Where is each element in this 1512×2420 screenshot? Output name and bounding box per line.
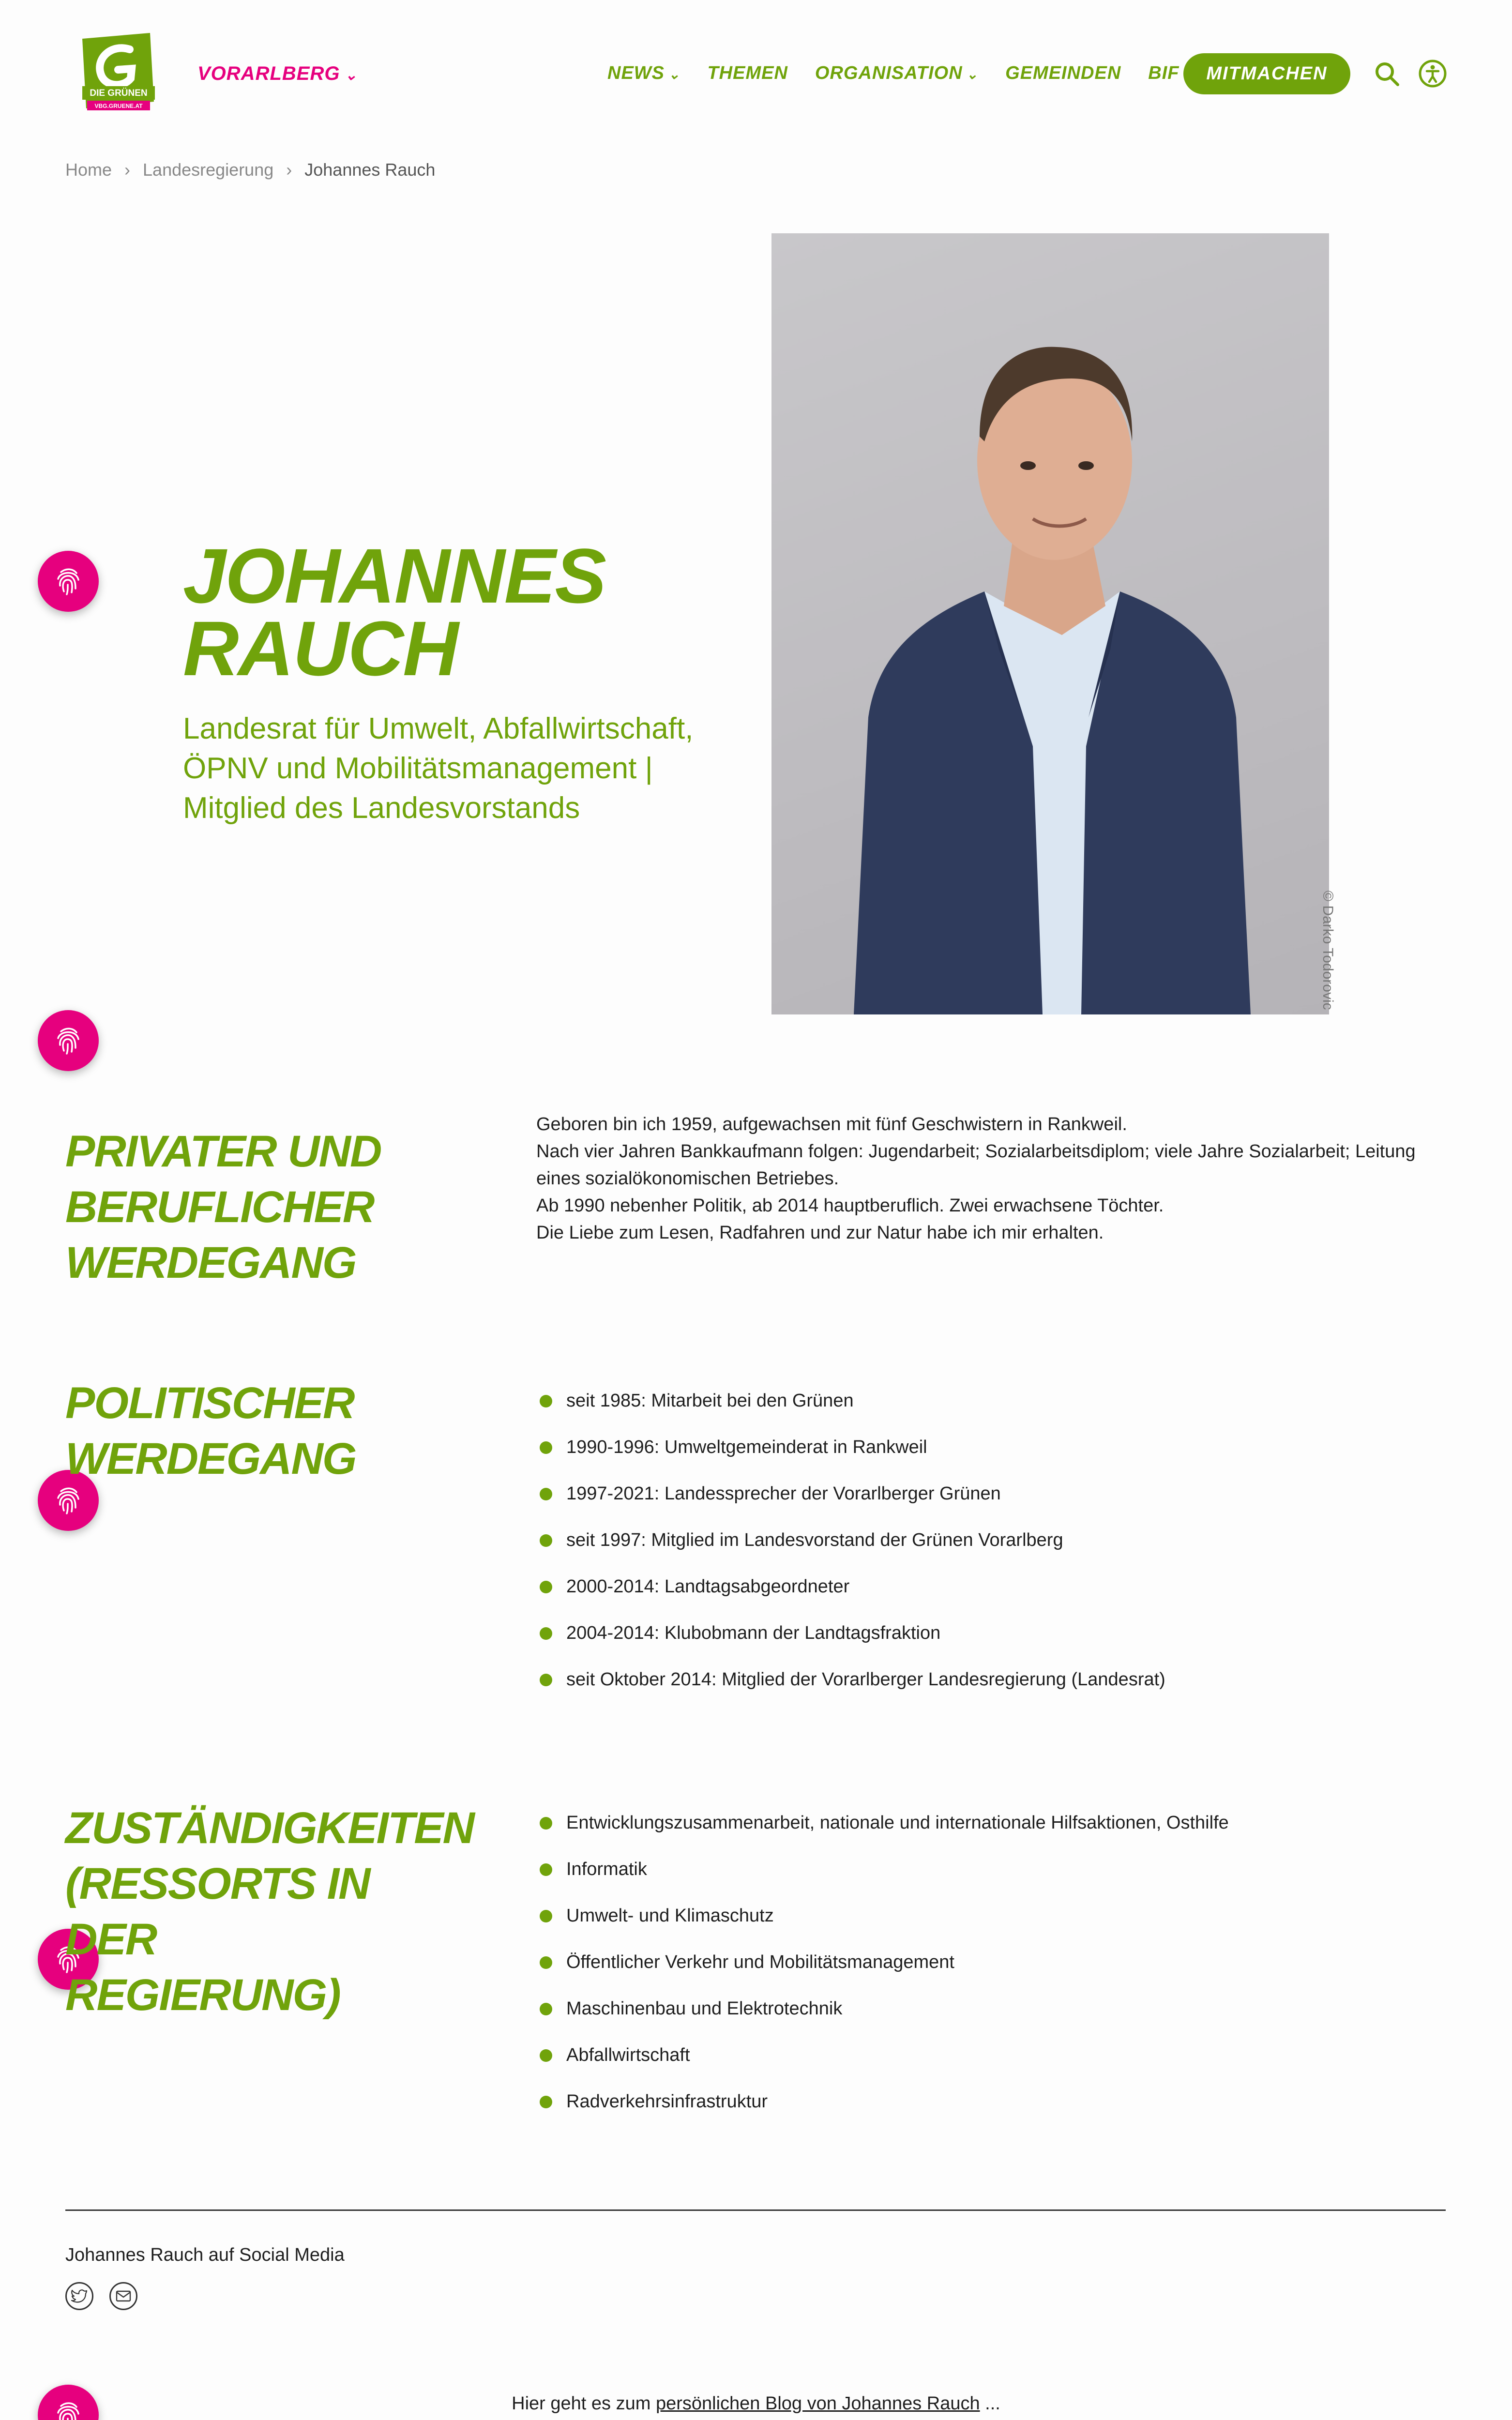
- list-item: Umwelt- und Klimaschutz: [540, 1904, 1229, 1927]
- list-item: seit 1997: Mitglied im Landesvorstand der Grünen Vorarlberg: [540, 1528, 1165, 1552]
- chevron-down-icon: ⌄: [345, 67, 358, 83]
- svg-text:VBG.GRUENE.AT: VBG.GRUENE.AT: [94, 103, 143, 109]
- fingerprint-icon: [51, 1483, 85, 1517]
- bio-paragraph: Geboren bin ich 1959, aufgewachsen mit fünf Geschwistern in Rankweil.: [536, 1114, 1127, 1134]
- private-bio: [536, 1111, 1446, 1246]
- mail-icon[interactable]: [109, 2282, 137, 2310]
- blog-text: Hier geht es zum persönlichen Blog von Johannes Rauch ...: [512, 2393, 1000, 2414]
- main-nav: [607, 63, 1179, 84]
- list-item: Abfallwirtschaft: [540, 2043, 1229, 2067]
- political-career-list: [540, 1389, 1165, 1714]
- svg-text:DIE GRÜNEN: DIE GRÜNEN: [90, 88, 148, 98]
- chevron-down-icon: ⌄: [966, 67, 979, 82]
- breadcrumb-home[interactable]: Home: [65, 160, 112, 180]
- fingerprint-button[interactable]: [38, 551, 99, 612]
- list-item: 1997-2021: Landessprecher der Vorarlberger Grünen: [540, 1482, 1165, 1505]
- nav-item-themen[interactable]: THEMEN: [707, 63, 788, 83]
- fingerprint-icon: [51, 1024, 85, 1058]
- nav-item-organisation[interactable]: ORGANISATION ⌄: [815, 63, 979, 83]
- section-title-responsibilities: ZUSTÄNDIGKEITEN (RESSORTS IN DER REGIERUNG): [65, 1803, 474, 2020]
- divider: [65, 2209, 1446, 2211]
- breadcrumb-current: Johannes Rauch: [304, 160, 436, 180]
- breadcrumb-separator: ›: [286, 160, 292, 180]
- nav-item-bif[interactable]: BIF: [1148, 63, 1179, 83]
- chevron-down-icon: ⌄: [668, 67, 680, 82]
- photo-credit: © Darko Todorovic: [1320, 891, 1336, 1010]
- site-header: [0, 0, 1512, 145]
- fingerprint-icon: [51, 564, 85, 598]
- list-item: 2004-2014: Klubobmann der Landtagsfraktion: [540, 1621, 1165, 1645]
- list-item: Maschinenbau und Elektrotechnik: [540, 1997, 1229, 2020]
- breadcrumb: [65, 160, 435, 180]
- list-item: 2000-2014: Landtagsabgeordneter: [540, 1575, 1165, 1598]
- search-icon[interactable]: [1374, 60, 1401, 88]
- bio-paragraph: Die Liebe zum Lesen, Radfahren und zur Natur habe ich mir erhalten.: [536, 1223, 1104, 1243]
- responsibilities-list: [540, 1811, 1229, 2136]
- list-item: Radverkehrsinfrastruktur: [540, 2090, 1229, 2113]
- nav-item-gemeinden[interactable]: GEMEINDEN: [1005, 63, 1121, 83]
- site-logo[interactable]: [73, 29, 160, 114]
- social-title: Johannes Rauch auf Social Media: [65, 2245, 345, 2265]
- breadcrumb-separator: ›: [124, 160, 131, 180]
- bio-paragraph: Ab 1990 nebenher Politik, ab 2014 hauptberuflich. Zwei erwachsene Töchter.: [536, 1195, 1164, 1216]
- list-item: seit 1985: Mitarbeit bei den Grünen: [540, 1389, 1165, 1412]
- list-item: 1990-1996: Umweltgemeinderat in Rankweil: [540, 1436, 1165, 1459]
- nav-item-news[interactable]: NEWS ⌄: [607, 63, 680, 83]
- twitter-icon[interactable]: [65, 2282, 93, 2310]
- mitmachen-button[interactable]: MITMACHEN: [1183, 53, 1350, 94]
- accessibility-icon[interactable]: [1418, 59, 1447, 88]
- page-title: JOHANNES RAUCH: [183, 532, 606, 692]
- section-title-political: POLITISCHER WERDEGANG: [65, 1378, 356, 1483]
- list-item: Informatik: [540, 1858, 1229, 1881]
- list-item: seit Oktober 2014: Mitglied der Vorarlberger Landesregierung (Landesrat): [540, 1668, 1165, 1691]
- section-title-private: PRIVATER UND BERUFLICHER WERDEGANG: [65, 1127, 381, 1287]
- region-label: VORARLBERG: [197, 63, 340, 84]
- list-item: Öffentlicher Verkehr und Mobilitätsmanagement: [540, 1951, 1229, 1974]
- hero-role: Landesrat für Umwelt, Abfallwirtschaft, ÖPNV und Mobilitätsmanagement | Mitglied des Landesvorstands: [183, 712, 694, 825]
- breadcrumb-landesregierung[interactable]: Landesregierung: [143, 160, 274, 180]
- blog-link[interactable]: persönlichen Blog von Johannes Rauch: [655, 2393, 980, 2414]
- fingerprint-button[interactable]: [38, 1010, 99, 1071]
- bio-paragraph: Nach vier Jahren Bankkaufmann folgen: Jugendarbeit; Sozialarbeitsdiplom; viele Jahre Sozialarbeit; Leitung eines sozialökonomischen Betriebes.: [536, 1141, 1416, 1189]
- list-item: Entwicklungszusammenarbeit, nationale und internationale Hilfsaktionen, Osthilfe: [540, 1811, 1229, 1834]
- region-selector[interactable]: [197, 63, 358, 85]
- portrait-photo: [771, 233, 1329, 1014]
